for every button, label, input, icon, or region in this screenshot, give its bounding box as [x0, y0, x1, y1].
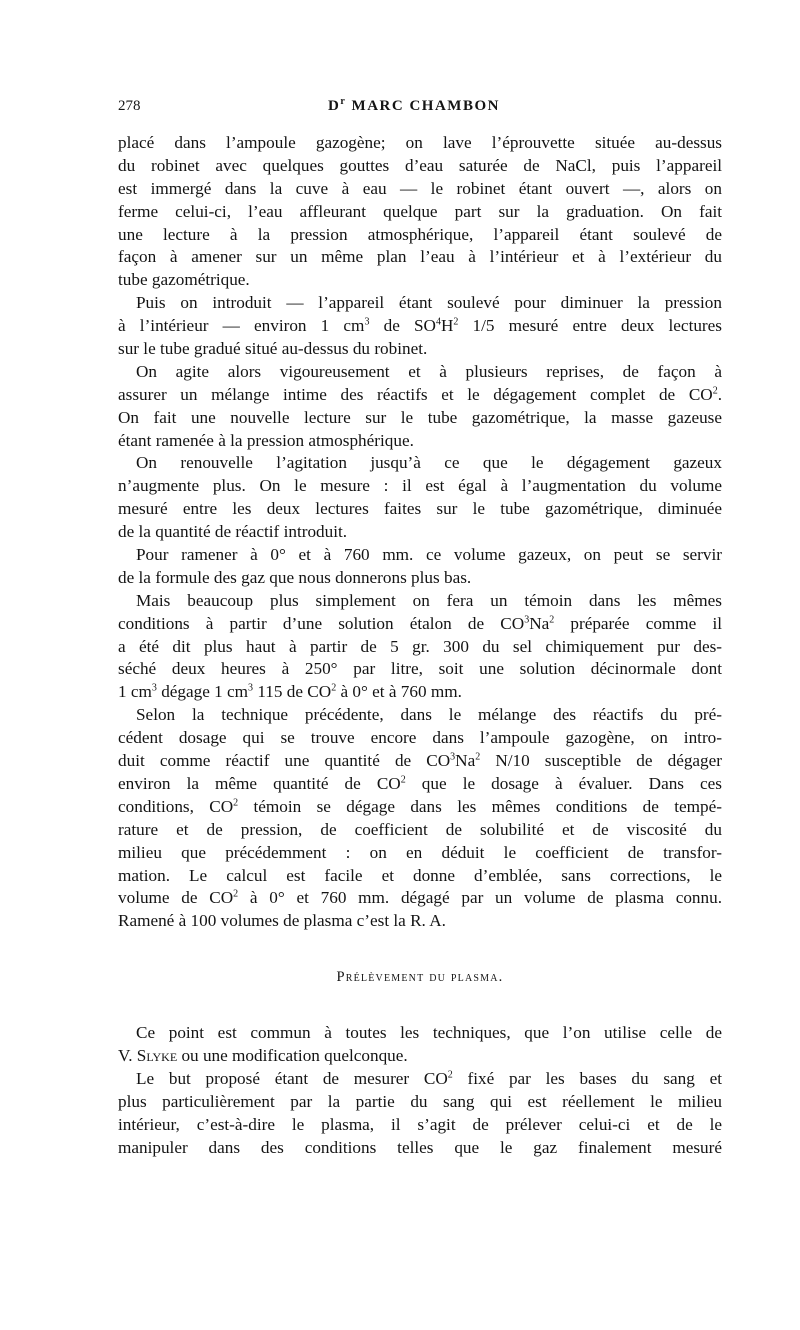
text-line: environ la même quantité de $CO^2$ que le dosage à évaluer. Dans ces	[118, 773, 723, 793]
text-line: assurer un mélange intime des réactifs et le dégagement complet de $CO^2$.	[118, 384, 722, 404]
section-spacer	[118, 989, 722, 1022]
author-prefix: D	[328, 98, 341, 114]
text-line: mesuré entre les deux lectures faites sur le tube gazométrique, diminuée	[118, 499, 722, 519]
text-line: Puis on introduit — l’appareil étant soulevé pour diminuer la pression	[136, 293, 722, 313]
text-line: Mais beaucoup plus simplement on fera un témoin dans les mêmes	[136, 590, 722, 610]
text-line: plus particulièrement par la partie du sang qui est réellement le milieu	[118, 1091, 722, 1111]
text-line: conditions à partir d’une solution étalon de $CO^3Na^2$ préparée comme il	[118, 613, 722, 633]
text-line: cédent dosage qui se trouve encore dans l’ampoule gazogène, on intro-	[118, 728, 722, 748]
text-line: On fait une nouvelle lecture sur le tube gazométrique, la masse gazeuse	[118, 407, 722, 427]
text-line: Ramené à 100 volumes de plasma c’est la R. A.	[118, 911, 446, 931]
page-header	[118, 98, 722, 122]
author-prefix-sup: r	[340, 96, 347, 107]
text-line: étant ramenée à la pression atmosphérique.	[118, 430, 414, 450]
text-line: Selon la technique précédente, dans le mélange des réactifs du pré-	[136, 705, 722, 725]
text-line: à l’intérieur — environ 1 $cm^3$ de $SO^4H^2$ 1/5 mesuré entre deux lectures	[118, 316, 722, 336]
text-line: mation. Le calcul est facile et donne d’emblée, sans corrections, le	[118, 865, 722, 885]
text-line: Pour ramener à 0° et à 760 mm. ce volume gazeux, on peut se servir	[136, 545, 722, 565]
text-line: V. Slyke ou une modification quelconque.	[118, 1045, 408, 1065]
text-line: rature et de pression, de coefficient de solubilité et de viscosité du	[118, 819, 722, 839]
text-line: n’augmente plus. On le mesure : il est égal à l’augmentation du volume	[118, 476, 722, 496]
text-line: placé dans l’ampoule gazogène; on lave l’éprouvette située au-dessus	[118, 133, 722, 152]
text-line: a été dit plus haut à partir de 5 gr. 300 du sel chimiquement pur des-	[118, 636, 722, 656]
text-line: 1 $cm^3$ dégage 1 $cm^3$ 115 de $CO^2$ à 0° et à 760 mm.	[118, 682, 462, 702]
text-line: est immergé dans la cuve à eau — le robinet étant ouvert —, alors on	[118, 178, 722, 198]
text-line: manipuler dans des conditions telles que le gaz finalement mesuré	[118, 1137, 722, 1157]
text-line: tube gazométrique.	[118, 270, 250, 290]
text-line: volume de $CO^2$ à 0° et 760 mm. dégagé par un volume de plasma connu.	[118, 888, 722, 908]
running-head	[328, 98, 500, 115]
section-spacer	[118, 933, 722, 966]
section-heading: Prélèvement du plasma.	[336, 969, 504, 986]
text-line: milieu que précédemment : on en déduit le coefficient de transfor-	[118, 842, 722, 862]
text-line: ferme celui-ci, l’eau affleurant quelque part sur la graduation. On fait	[118, 201, 722, 221]
text-line: du robinet avec quelques gouttes d’eau saturée de NaCl, puis l’appareil	[118, 155, 722, 175]
text-line: façon à amener sur un même plan l’eau à l’intérieur et à l’extérieur du	[118, 247, 722, 267]
text-line: de la formule des gaz que nous donnerons plus bas.	[118, 567, 472, 587]
text-line: séché deux heures à 250° par litre, soit une solution décinormale dont	[118, 659, 722, 679]
text-line: Ce point est commun à toutes les techniques, que l’on utilise celle de	[136, 1023, 722, 1043]
text-line: intérieur, c’est-à-dire le plasma, il s’agit de prélever celui-ci et de le	[118, 1114, 722, 1134]
text-line: conditions, $CO^2$ témoin se dégage dans les mêmes conditions de tempé-	[118, 796, 722, 816]
text-line: sur le tube gradué situé au-dessus du robinet.	[118, 339, 428, 359]
text-line: On renouvelle l’agitation jusqu’à ce que le dégagement gazeux	[136, 453, 722, 473]
text-line: duit comme réactif une quantité de $CO^3Na^2$ N/10 susceptible de dégager	[118, 751, 722, 771]
text-line: On agite alors vigoureusement et à plusieurs reprises, de façon à	[136, 361, 722, 381]
body-text	[118, 132, 722, 1159]
text-line: Le but proposé étant de mesurer $CO^2$ fixé par les bases du sang et	[136, 1068, 722, 1088]
page-number: 278	[118, 98, 141, 114]
text-line: de la quantité de réactif introduit.	[118, 522, 348, 542]
text-line: une lecture à la pression atmosphérique, l’appareil étant soulevé de	[118, 224, 722, 244]
author-name: MARC CHAMBON	[351, 98, 500, 114]
